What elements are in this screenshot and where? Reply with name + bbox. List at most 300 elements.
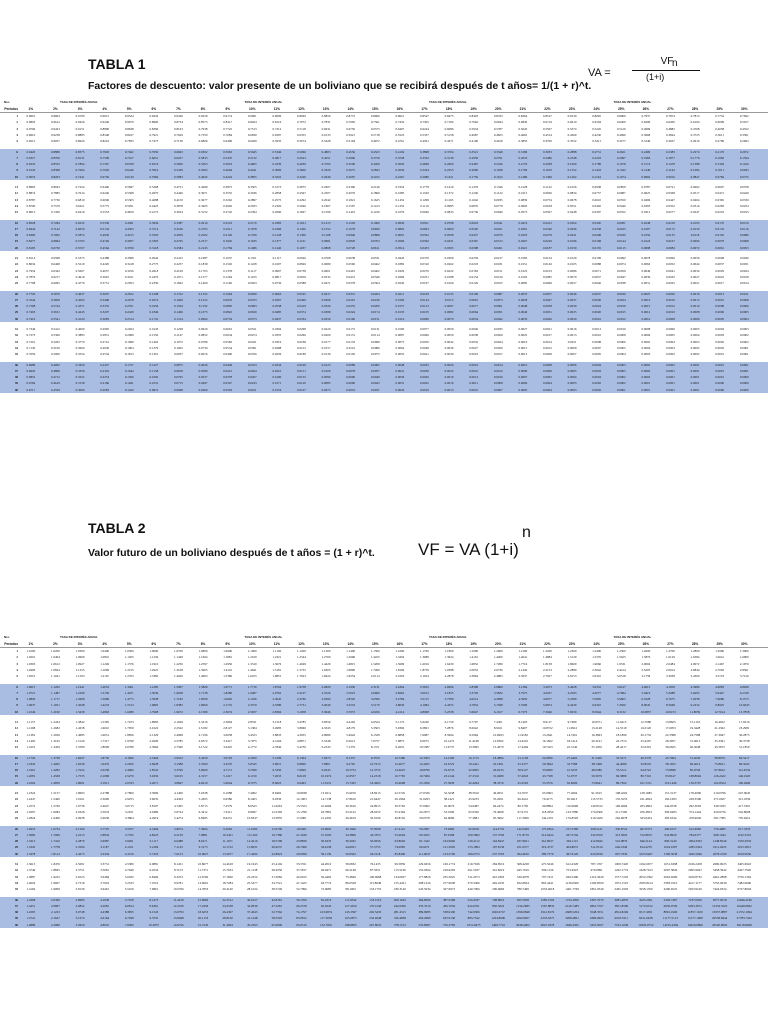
table-cell: 24.0856 [542,755,553,760]
table-cell: 6.0881 [149,862,159,866]
table-cell: 0.0001 [616,387,626,392]
table-cell: 0.0020 [567,316,577,321]
table-cell: 0.4150 [174,197,183,202]
table-cell: 0.5521 [51,316,60,321]
table-cell: 2.7731 [297,703,306,708]
table-cell: 2.2788 [100,791,110,795]
table-cell: 0.4523 [297,155,306,160]
table-cell: 0.0123 [420,304,429,309]
table-cell: 0.7937 [641,114,651,118]
table-cell: 0.6768 [124,162,134,167]
table-cell: 2465.1903 [614,887,628,892]
table-cell: 0.1252 [395,203,405,208]
rate-header: 22% [544,107,551,111]
table-cell: 0.0144 [420,297,429,302]
table-cell: 0.0116 [395,316,405,321]
table-cell: 0.0004 [592,362,602,367]
table-cell: 0.6419 [75,210,85,215]
period-number: 36 [14,897,18,902]
rate-header: 4% [102,642,107,646]
table-cell: 0.0329 [395,268,405,273]
table-cell: 3.1518 [272,720,282,724]
table-cell: 1.2100 [518,649,528,653]
table-cell: 51.1859 [739,745,750,750]
table-cell: 0.1597 [346,203,356,208]
table-cell: 197.8136 [492,845,505,850]
table-cell: 0.8528 [26,220,36,225]
table-cell: 1.9487 [247,690,257,695]
table-cell: 7.6686 [715,697,725,702]
table-cell: 3.1384 [247,726,257,731]
table-cell: 332.9550 [590,832,603,837]
table-cell: 1.6852 [469,661,479,666]
table-cell: 1.6105 [247,674,257,679]
table-cell: 5.1598 [493,703,503,708]
table-cell: 4.6524 [370,720,380,724]
table-cell: 0.0086 [370,345,380,350]
table-cell: 1500.8500 [589,880,604,885]
table-cell: 0.0039 [641,274,651,279]
table-cell: 0.2038 [543,162,552,167]
period-number: 10 [14,709,18,714]
period-number: 21 [14,791,18,795]
rate-header: 5% [126,642,132,646]
table-cell: 8.6271 [198,839,208,844]
table-cell: 0.6050 [75,226,85,231]
table-cell: 7.9875 [395,738,405,743]
rate-header: 14% [347,642,354,646]
table-cell: 0.3166 [174,226,183,231]
table-cell: 2.4883 [493,674,503,679]
table-cell: 0.2791 [493,155,503,160]
table-cell: 0.0031 [641,281,651,286]
table-cell: 59.1356 [296,897,307,902]
table-cell: 0.5507 [543,126,552,131]
rate-header: 24% [593,642,600,646]
period-number: 22 [14,797,18,802]
table-cell: 1.1400 [346,649,356,653]
table-cell: 1.2167 [100,674,110,679]
table-cell: 1.8730 [100,755,110,760]
table-cell: 132.7816 [320,922,332,927]
table-cell: 5.6295 [690,690,700,695]
table-cell: 1.4741 [26,916,36,921]
table-cell: 0.0703 [370,239,380,244]
table-cell: 25.5477 [517,761,529,766]
table-cell: 5.8715 [198,803,208,808]
rate-header: 14% [347,107,354,111]
table-cell: 0.0019 [444,375,454,380]
table-cell: 0.2470 [149,274,159,279]
period-number: 1 [16,649,18,653]
table-cell: 0.0291 [346,297,356,302]
table-cell: 4.0214 [469,697,479,702]
table-row [0,826,768,832]
table-cell: 0.0582 [223,339,233,344]
table-cell: 13.0211 [320,791,332,795]
table-cell: 51.0737 [566,774,578,779]
table-cell: 968.1044 [713,832,726,837]
table-cell: 12.3303 [419,755,430,760]
table-cell: 0.1401 [346,210,356,215]
table-cell: 1.9479 [100,761,110,766]
table-cell: 0.0008 [739,297,749,302]
table-cell: 1861.0540 [589,887,604,892]
table-cell: 0.0693 [247,304,257,309]
table-cell: 0.0005 [666,333,675,338]
table-cell: 0.0014 [493,362,503,367]
table-cell: 6.1528 [370,732,380,737]
period-number: 33 [14,874,18,879]
table-cell: 16.1715 [468,755,479,760]
table-cell: 0.3418 [124,262,134,267]
table-cell: 24.8915 [370,803,381,808]
table-cell: 5.6044 [223,780,233,785]
rate-header: 13% [322,107,330,111]
table-cell: 0.1552 [567,168,577,173]
table-cell: 55.0004 [394,832,406,837]
table-cell: 0.0065 [370,362,380,367]
rate-header: 29% [716,107,723,111]
table-cell: 217.5369 [566,826,578,831]
table-cell: 0.0471 [321,281,331,286]
table-cell: 1.6651 [100,732,110,737]
table-cell: 4.4388 [100,910,110,915]
table-cell: 65.0320 [468,809,479,814]
table-cell: 0.6246 [100,191,110,196]
table-cell: 1.7182 [174,697,183,702]
rate-header: 10% [249,107,256,111]
table-cell: 2.0122 [149,726,159,731]
table-cell: 0.3101 [124,274,134,279]
table-cell: 9.5964 [469,732,479,737]
table-cell: 0.1240 [469,191,479,196]
table-cell: 0.0013 [715,291,725,296]
table-cell: 0.1226 [739,162,749,167]
table-cell: 18.6253 [197,910,209,915]
table-cell: 16.8790 [419,768,430,773]
table-cell: 0.0937 [174,352,183,357]
table-cell: 63.7774 [320,880,332,885]
table-cell: 0.0025 [567,310,577,315]
table-cell: 0.0009 [567,345,577,350]
table-cell: 92.0243 [320,903,332,908]
table-cell: 146.1920 [738,774,751,779]
table-row [0,119,768,125]
table-cell: 0.2109 [174,268,183,273]
table-cell: 0.0378 [346,281,356,286]
table-cell: 10.5752 [345,768,356,773]
table-cell: 153.1519 [369,897,382,902]
table-cell: 7237.0056 [688,897,702,902]
table-cell: 3.0040 [321,703,331,708]
table-cell: 0.8850 [321,114,331,118]
table-cell: 0.3450 [75,362,85,367]
table-cell: 0.8700 [26,203,36,208]
table-cell: 31.9480 [493,774,504,779]
table-cell: 4.5950 [247,755,257,760]
table-cell: 1.7410 [51,839,60,844]
table-cell: 12.0557 [345,774,356,779]
table-cell: 0.1778 [420,185,429,189]
table-cell: 0.2636 [100,345,110,350]
table-cell: 64.0722 [640,768,652,773]
rate-header: 5% [126,107,132,111]
table-cell: 0.0525 [297,291,306,296]
table-cell: 0.5306 [51,333,60,338]
table-cell: 326.4838 [393,916,406,921]
table-cell: 1.5869 [198,684,208,689]
table-cell: 1.2572 [26,803,36,808]
table-cell: 13.9948 [173,916,184,921]
table-cell: 5.3503 [370,726,380,731]
table-cell: 27783.7422 [736,916,752,921]
table-cell: 0.0079 [715,239,725,244]
table-cell: 0.2775 [149,262,159,267]
table-cell: 0.2434 [420,168,429,173]
table-cell: 0.0014 [739,281,749,286]
table-cell: 1.0829 [26,697,36,702]
table-cell: 5.0545 [247,761,257,766]
table-cell: 0.8772 [346,114,356,118]
table-cell: 6.0814 [124,903,134,908]
table-cell: 3.5832 [493,690,503,695]
table-cell: 0.0826 [297,262,306,267]
table-cell: 492.2235 [492,880,505,885]
table-cell: 1.9672 [174,709,183,714]
table-cell: 1.9736 [75,803,85,808]
table-row [0,851,768,857]
table-cell: 18.4884 [493,755,504,760]
table-cell: 0.0098 [641,245,651,250]
table-row [0,184,768,190]
table-cell: 0.0030 [567,304,577,309]
table-cell: 1.2950 [223,661,233,666]
table-cell: 0.0091 [469,297,479,302]
table-cell: 0.0018 [739,274,749,279]
table-cell: 0.0255 [346,304,356,309]
table-cell: 0.0313 [493,239,503,244]
table-cell: 1.0721 [26,690,36,695]
table-cell: 87.5651 [370,868,381,873]
table-cell: 6.1088 [223,791,233,795]
table-cell: 0.0005 [715,316,725,321]
table-cell: 2.0328 [75,809,85,814]
table-cell: 2.1467 [715,661,725,666]
table-cell: 0.8043 [51,185,60,189]
table-cell: 3.6425 [223,745,233,750]
table-cell: 1.2700 [666,649,675,653]
table-cell: 1.2625 [149,667,159,672]
table-cell: 5.1173 [395,720,405,724]
table-cell: 0.2311 [223,226,232,231]
table-cell: 1.2155 [124,667,134,672]
table-cell: 0.4970 [149,191,159,196]
table-cell: 0.9091 [247,114,257,118]
table-cell: 0.0728 [346,245,356,250]
table-cell: 177.8826 [418,874,431,879]
table-cell: 0.0003 [690,339,700,344]
table-cell: 0.0022 [420,381,429,386]
table-cell: 2.0789 [124,745,134,750]
table-cell: 1.9066 [592,661,602,666]
table-cell: 3.8960 [297,726,306,731]
table-cell: 0.4339 [272,162,282,167]
table-cell: 1.6900 [739,655,749,660]
table-cell: 0.1904 [124,345,134,350]
table-cell: 0.1002 [174,345,183,350]
table-cell: 0.1249 [641,168,651,173]
table-cell: 126.2422 [713,774,726,779]
table-cell: 3.4628 [567,684,577,689]
column-header-row [0,641,768,648]
table-cell: 0.1938 [493,168,503,173]
table-cell: 116.9008 [566,803,578,808]
table-cell: 0.0069 [543,281,552,286]
table-cell: 1.1249 [100,661,110,666]
table-cell: 36.0625 [665,745,676,750]
table-cell: 0.0254 [739,203,749,208]
table-cell: 244.0538 [664,803,677,808]
table-cell: 0.6086 [444,126,454,131]
period-number: 32 [14,333,18,338]
table-cell: 0.0123 [321,362,331,367]
table-cell: 0.0078 [346,368,356,373]
table-cell: 3.7072 [346,709,356,714]
table-cell: 0.1869 [370,191,380,196]
table-row [0,773,768,779]
table-cell: 0.1682 [715,155,725,160]
table-cell: 9.0075 [420,738,429,743]
table-cell: 6.2543 [321,745,331,750]
table-cell: 0.2145 [198,245,208,250]
table-cell: 1.2600 [641,649,651,653]
table-cell: 0.2320 [272,203,282,208]
table-cell: 0.7084 [223,132,233,137]
table-cell: 1.0300 [75,649,85,653]
table-cell: 2585.8214 [639,880,653,885]
table-cell: 4.3345 [321,726,331,731]
table-cell: 0.0057 [543,291,552,296]
table-cell: 17.9216 [739,720,750,724]
table-cell: 0.0319 [272,339,282,344]
table-cell: 0.0365 [715,197,725,202]
table-cell: 0.0001 [739,345,749,350]
table-row [0,880,768,886]
table-row [0,268,768,274]
table-cell: 27.3930 [443,780,455,785]
table-cell: 28.8160 [222,916,233,921]
table-cell: 13.7858 [739,709,750,714]
table-cell: 0.1909 [567,162,577,167]
table-row [0,149,768,155]
table-cell: 0.0015 [616,310,626,315]
table-cell: 3.4360 [690,674,700,679]
table-cell: 0.0103 [518,274,528,279]
table-cell: 0.5820 [174,162,183,167]
table-cell: 0.9804 [51,114,60,118]
table-cell: 0.0943 [739,168,749,173]
table-cell: 14195.4394 [662,922,678,927]
table-cell: 16.6266 [320,803,332,808]
table-cell: 0.0367 [469,239,479,244]
table-cell: 0.9259 [198,114,208,118]
table-cell: 0.7629 [174,132,183,137]
table-cell: 0.0107 [297,387,306,392]
table-row [0,232,768,238]
table-cell: 1.1600 [395,649,405,653]
table-cell: 1.9388 [444,667,454,672]
table-cell: 0.0010 [493,375,503,380]
table-cell: 0.0066 [420,333,429,338]
table-cell: 3.3793 [469,690,479,695]
table-cell: 0.8890 [100,126,110,131]
table-cell: 0.8116 [272,120,282,125]
table-cell: 0.0096 [321,375,331,380]
table-cell: 0.7432 [395,120,405,125]
table-cell: 1.2300 [567,649,577,653]
table-cell: 2.7692 [715,667,725,672]
table-cell: 4.5494 [149,826,159,831]
table-cell: 0.0002 [690,352,700,357]
table-cell: 3.3996 [149,791,159,795]
table-cell: 0.6784 [26,381,36,386]
table-cell: 118.2050 [541,809,554,814]
table-cell: 0.1594 [739,155,749,160]
table-cell: 1.0700 [174,649,183,653]
table-cell: 1.0201 [26,655,36,660]
table-cell: 0.3521 [469,149,479,154]
table-cell: 0.3898 [420,149,429,154]
table-cell: 976.0991 [590,868,603,873]
table-cell: 0.0024 [739,268,749,273]
table-cell: 0.0017 [493,352,503,357]
table-cell: 0.3468 [100,297,110,302]
table-cell: 0.9327 [26,155,36,160]
table-cell: 0.6200 [666,120,675,125]
table-row [0,667,768,673]
table-cell: 0.0736 [469,210,479,215]
table-cell: 1.4429 [321,661,331,666]
table-cell: 0.0030 [444,352,454,357]
table-cell: 0.0019 [469,362,479,367]
table-cell: 5755.0639 [712,880,727,885]
table-cell: 0.0030 [616,291,626,296]
table-cell: 5.9447 [715,690,725,695]
table-cell: 0.0126 [543,262,552,267]
table-cell: 0.0075 [321,387,331,392]
table-cell: 0.0218 [666,220,675,225]
table-cell: 0.1839 [198,262,208,267]
table-cell: 31.4094 [222,922,233,927]
table-cell: 311.2073 [467,874,480,879]
table-cell: 0.2314 [124,316,134,321]
table-cell: 0.0151 [346,333,356,338]
table-cell: 0.1615 [493,174,503,179]
table-cell: 1.4258 [75,726,85,731]
table-cell: 2.4098 [174,732,183,737]
table-cell: 0.0062 [641,262,651,267]
table-cell: 0.5002 [198,168,208,173]
table-cell: 5.0338 [198,791,208,795]
table-cell: 0.0868 [321,245,331,250]
table-row [0,815,768,821]
table-cell: 1.8385 [174,703,183,708]
table-cell: 9.3992 [223,826,233,831]
table-cell: 5.3109 [272,755,282,760]
table-cell: 389.7579 [541,851,554,856]
table-cell: 0.4190 [469,139,479,144]
